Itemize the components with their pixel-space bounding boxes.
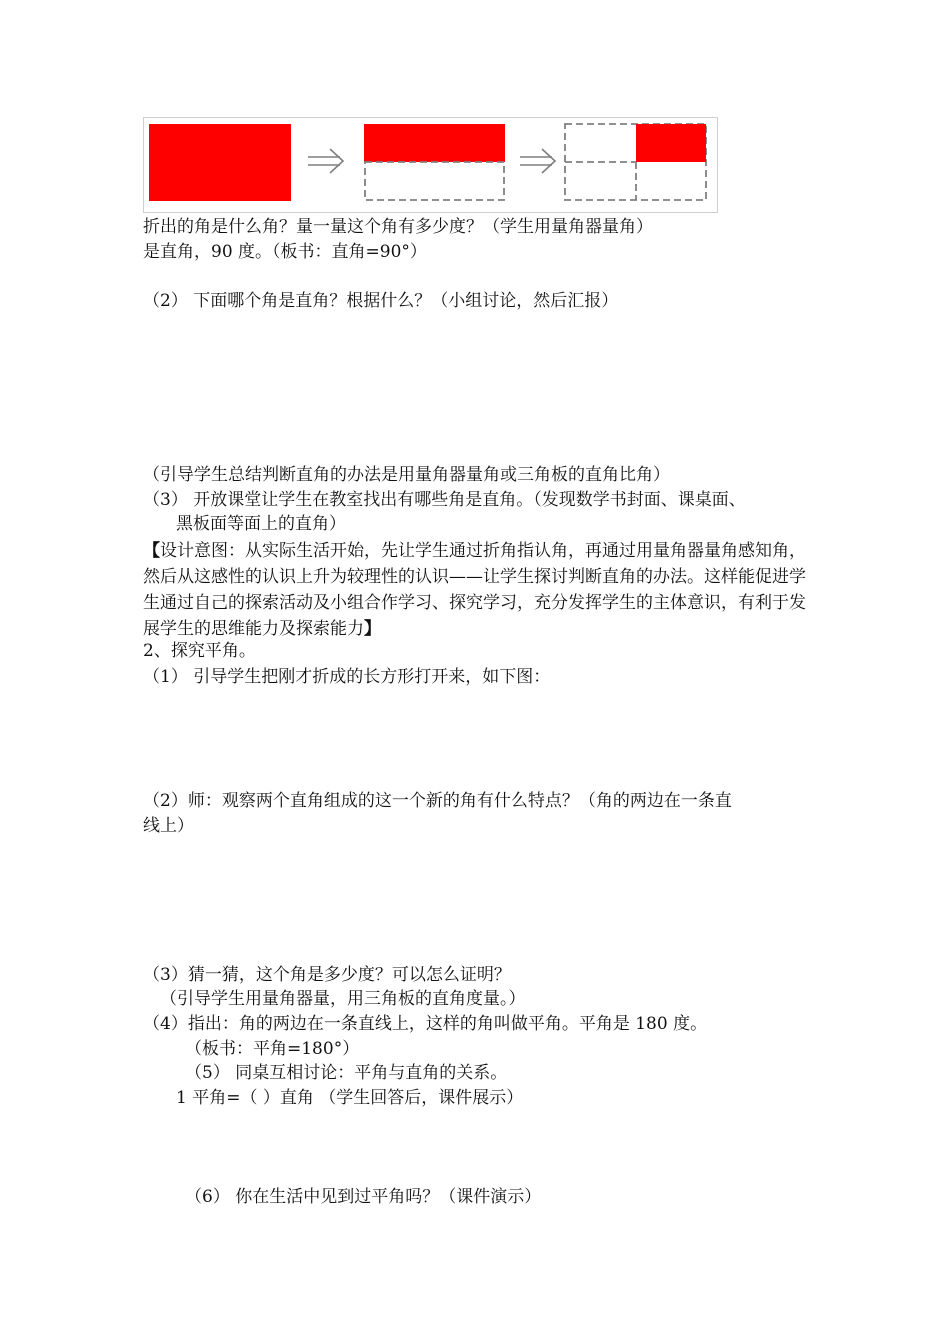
text-line-9: （2）师：观察两个直角组成的这一个新的角有什么特点？（角的两边在一条直 [143,791,732,811]
design-intent-paragraph [143,538,811,642]
text-line-2: 是直角，90 度。（板书：直角=90°） [143,242,427,262]
text-line-15: （5） 同桌互相讨论：平角与直角的关系。 [185,1063,508,1083]
half-rectangle-top [364,124,505,162]
text-line-14: （板书：平角=180°） [185,1039,360,1059]
hollow-arrow-icon [308,149,343,173]
half-rectangle-bottom-dashed [365,162,504,200]
text-line-8: （1） 引导学生把刚才折成的长方形打开来，如下图： [143,667,551,687]
text-line-13: （4）指出：角的两边在一条直线上，这样的角叫做平角。平角是 180 度。 [143,1014,708,1034]
folding-steps-svg [144,118,717,212]
text-line-7: 2、探究平角。 [143,641,256,661]
quarter-rectangle [636,124,706,162]
text-line-12: （引导学生用量角器量，用三角板的直角度量。） [160,989,526,1009]
text-line-1: 折出的角是什么角？量一量这个角有多少度？（学生用量角器量角） [143,217,653,237]
text-line-5: （3） 开放课堂让学生在教室找出有哪些角是直角。（发现数学书封面、课桌面、 [143,490,746,510]
text-line-16: 1 平角=（ ）直角 （学生回答后，课件展示） [176,1088,524,1108]
folding-rectangle-figure [143,117,718,213]
text-line-10: 线上） [143,816,194,836]
text-line-3: （2） 下面哪个角是直角？根据什么？（小组讨论，然后汇报） [143,291,619,311]
text-line-6: 黑板面等面上的直角） [176,514,346,534]
hollow-arrow-icon [520,149,555,173]
text-line-17: （6） 你在生活中见到过平角吗？（课件演示） [185,1187,542,1207]
design-close-bracket: 】 [364,619,381,639]
full-rectangle [149,124,291,201]
design-open-bracket: 【 [143,541,160,561]
design-intent-text: 设计意图：从实际生活开始，先让学生通过折角指认角，再通过用量角器量角感知角，然后从这感性的认识上升为较理性的认识——让学生探讨判断直角的办法。这样能促进学生通过自己的探索活动及小组合作学习、探究学习，充分发挥学生的主体意识，有利于发展学生的思维能力及探索能力 [143,541,806,639]
text-line-11: （3）猜一猜，这个角是多少度？可以怎么证明？ [143,965,511,985]
text-line-4: （引导学生总结判断直角的办法是用量角器量角或三角板的直角比角） [143,465,670,485]
